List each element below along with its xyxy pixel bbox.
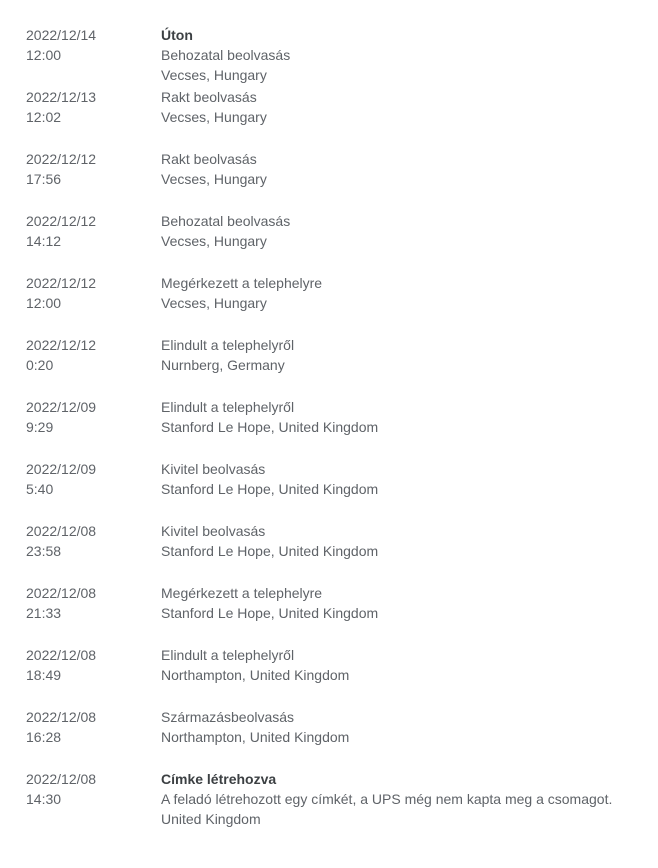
event-time: 12:00 [26, 47, 62, 63]
event-time: 12:00 [26, 295, 62, 311]
event-status: Származásbeolvasás [161, 709, 295, 725]
tracking-event [26, 210, 658, 272]
event-status: A feladó létrehozott egy címkét, a UPS még nem kapta meg a csomagot. [161, 791, 613, 807]
event-time: 0:20 [26, 357, 54, 373]
event-location: Northampton, United Kingdom [161, 729, 350, 745]
event-time: 14:12 [26, 233, 62, 249]
event-date: 2022/12/08 [26, 771, 97, 787]
event-datetime [26, 520, 161, 582]
event-status: Behozatal beolvasás [161, 47, 291, 63]
event-time: 16:28 [26, 729, 62, 745]
tracking-event [26, 148, 658, 210]
event-date: 2022/12/09 [26, 461, 97, 477]
event-location: Stanford Le Hope, United Kingdom [161, 605, 379, 621]
event-time: 12:02 [26, 109, 62, 125]
event-status: Elindult a telephelyről [161, 647, 295, 663]
event-date: 2022/12/12 [26, 275, 97, 291]
event-datetime [26, 272, 161, 334]
event-details [161, 768, 658, 830]
event-date: 2022/12/09 [26, 399, 97, 415]
event-date: 2022/12/08 [26, 523, 97, 539]
event-date: 2022/12/08 [26, 647, 97, 663]
event-location: Vecses, Hungary [161, 109, 267, 125]
event-datetime [26, 458, 161, 520]
event-details [161, 24, 658, 86]
event-status: Megérkezett a telephelyre [161, 275, 323, 291]
event-location: Nurnberg, Germany [161, 357, 285, 373]
event-time: 23:58 [26, 543, 62, 559]
event-location: United Kingdom [161, 811, 261, 827]
event-location: Stanford Le Hope, United Kingdom [161, 543, 379, 559]
event-time: 18:49 [26, 667, 62, 683]
event-status: Kivitel beolvasás [161, 461, 266, 477]
event-details [161, 706, 658, 768]
event-status: Behozatal beolvasás [161, 213, 291, 229]
event-location: Stanford Le Hope, United Kingdom [161, 481, 379, 497]
event-time: 17:56 [26, 171, 62, 187]
event-details [161, 272, 658, 334]
event-status: Kivitel beolvasás [161, 523, 266, 539]
event-milestone-title: Címke létrehozva [161, 771, 277, 787]
event-date: 2022/12/08 [26, 585, 97, 601]
event-details [161, 210, 658, 272]
event-details [161, 644, 658, 706]
event-details [161, 520, 658, 582]
event-date: 2022/12/12 [26, 337, 97, 353]
event-date: 2022/12/13 [26, 89, 97, 105]
event-details [161, 396, 658, 458]
event-details [161, 582, 658, 644]
event-datetime [26, 148, 161, 210]
event-datetime [26, 706, 161, 768]
event-location: Vecses, Hungary [161, 295, 267, 311]
event-milestone-title: Úton [161, 27, 193, 43]
event-details [161, 148, 658, 210]
event-location: Northampton, United Kingdom [161, 667, 350, 683]
event-location: Stanford Le Hope, United Kingdom [161, 419, 379, 435]
tracking-event [26, 458, 658, 520]
tracking-event [26, 396, 658, 458]
event-date: 2022/12/12 [26, 151, 97, 167]
event-details [161, 458, 658, 520]
event-time: 5:40 [26, 481, 54, 497]
event-time: 9:29 [26, 419, 54, 435]
tracking-event [26, 520, 658, 582]
event-datetime [26, 86, 161, 148]
event-details [161, 334, 658, 396]
tracking-event [26, 706, 658, 768]
event-location: Vecses, Hungary [161, 171, 267, 187]
event-status: Elindult a telephelyről [161, 399, 295, 415]
tracking-event [26, 768, 658, 830]
tracking-event [26, 644, 658, 706]
event-time: 21:33 [26, 605, 62, 621]
event-datetime [26, 644, 161, 706]
tracking-event [26, 272, 658, 334]
event-time: 14:30 [26, 791, 62, 807]
event-location: Vecses, Hungary [161, 67, 267, 83]
event-datetime [26, 24, 161, 86]
event-datetime [26, 582, 161, 644]
event-datetime [26, 768, 161, 830]
event-datetime [26, 210, 161, 272]
event-datetime [26, 396, 161, 458]
event-date: 2022/12/12 [26, 213, 97, 229]
event-date: 2022/12/14 [26, 27, 97, 43]
event-details [161, 86, 658, 148]
event-status: Megérkezett a telephelyre [161, 585, 323, 601]
event-status: Rakt beolvasás [161, 151, 257, 167]
event-status: Elindult a telephelyről [161, 337, 295, 353]
tracking-event [26, 582, 658, 644]
tracking-event [26, 24, 658, 86]
event-date: 2022/12/08 [26, 709, 97, 725]
event-status: Rakt beolvasás [161, 89, 257, 105]
event-location: Vecses, Hungary [161, 233, 267, 249]
tracking-event [26, 86, 658, 148]
tracking-event [26, 334, 658, 396]
event-datetime [26, 334, 161, 396]
